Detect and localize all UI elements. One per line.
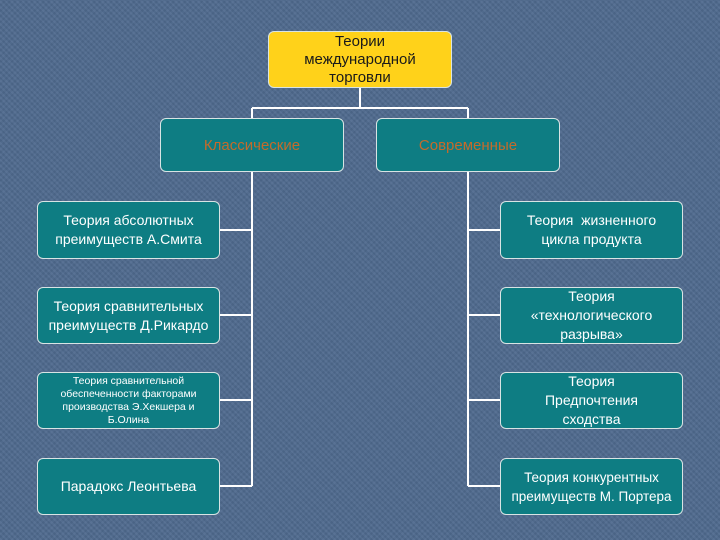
theory-text-line: преимуществ М. Портера — [511, 488, 672, 504]
modern-theory-2 — [500, 287, 683, 344]
theory-text-line: Теория конкурентных — [524, 469, 659, 485]
theory-text-line: Теория абсолютных — [63, 212, 194, 228]
category-classic — [160, 118, 344, 172]
category-classic-label: Классические — [203, 136, 301, 154]
theory-text-line: разрыва» — [560, 326, 623, 342]
theory-text-line: цикла продукта — [541, 231, 642, 247]
root-node-text — [304, 33, 416, 87]
theory-text-line: Теория — [568, 288, 615, 304]
theory-text-line: обеспеченности факторами — [60, 387, 197, 400]
classic-theory-3 — [37, 372, 220, 429]
classic-theory-2 — [37, 287, 220, 344]
theory-text-line: «технологического — [530, 307, 653, 323]
root-line: Теории — [334, 32, 386, 50]
classic-theory-1 — [37, 201, 220, 259]
root-line: международной — [304, 50, 416, 68]
theory-text-line: преимуществ Д.Рикардо — [48, 316, 209, 333]
theory-text-line: Теория — [568, 373, 615, 389]
theory-text-line: Предпочтения — [544, 392, 639, 408]
theory-text-line: Парадокс Леонтьева — [60, 478, 197, 494]
category-modern-label: Современные — [418, 136, 518, 154]
theory-text-line: преимуществ А.Смита — [55, 231, 202, 247]
theory-text-line: Теория сравнительных — [53, 297, 204, 314]
modern-theory-1 — [500, 201, 683, 259]
root-line: торговли — [329, 68, 391, 86]
modern-theory-4 — [500, 458, 683, 515]
theory-text-line: производства Э.Хекшера и — [62, 400, 195, 413]
modern-theory-3 — [500, 372, 683, 429]
theory-text-line: Теория жизненного — [526, 212, 657, 228]
root-node — [268, 31, 452, 88]
category-modern — [376, 118, 560, 172]
theory-text-line: Б.Олина — [107, 413, 150, 426]
classic-theory-4 — [37, 458, 220, 515]
theory-text-line: Теория сравнительной — [72, 374, 185, 387]
theory-text-line: сходства — [562, 411, 621, 427]
